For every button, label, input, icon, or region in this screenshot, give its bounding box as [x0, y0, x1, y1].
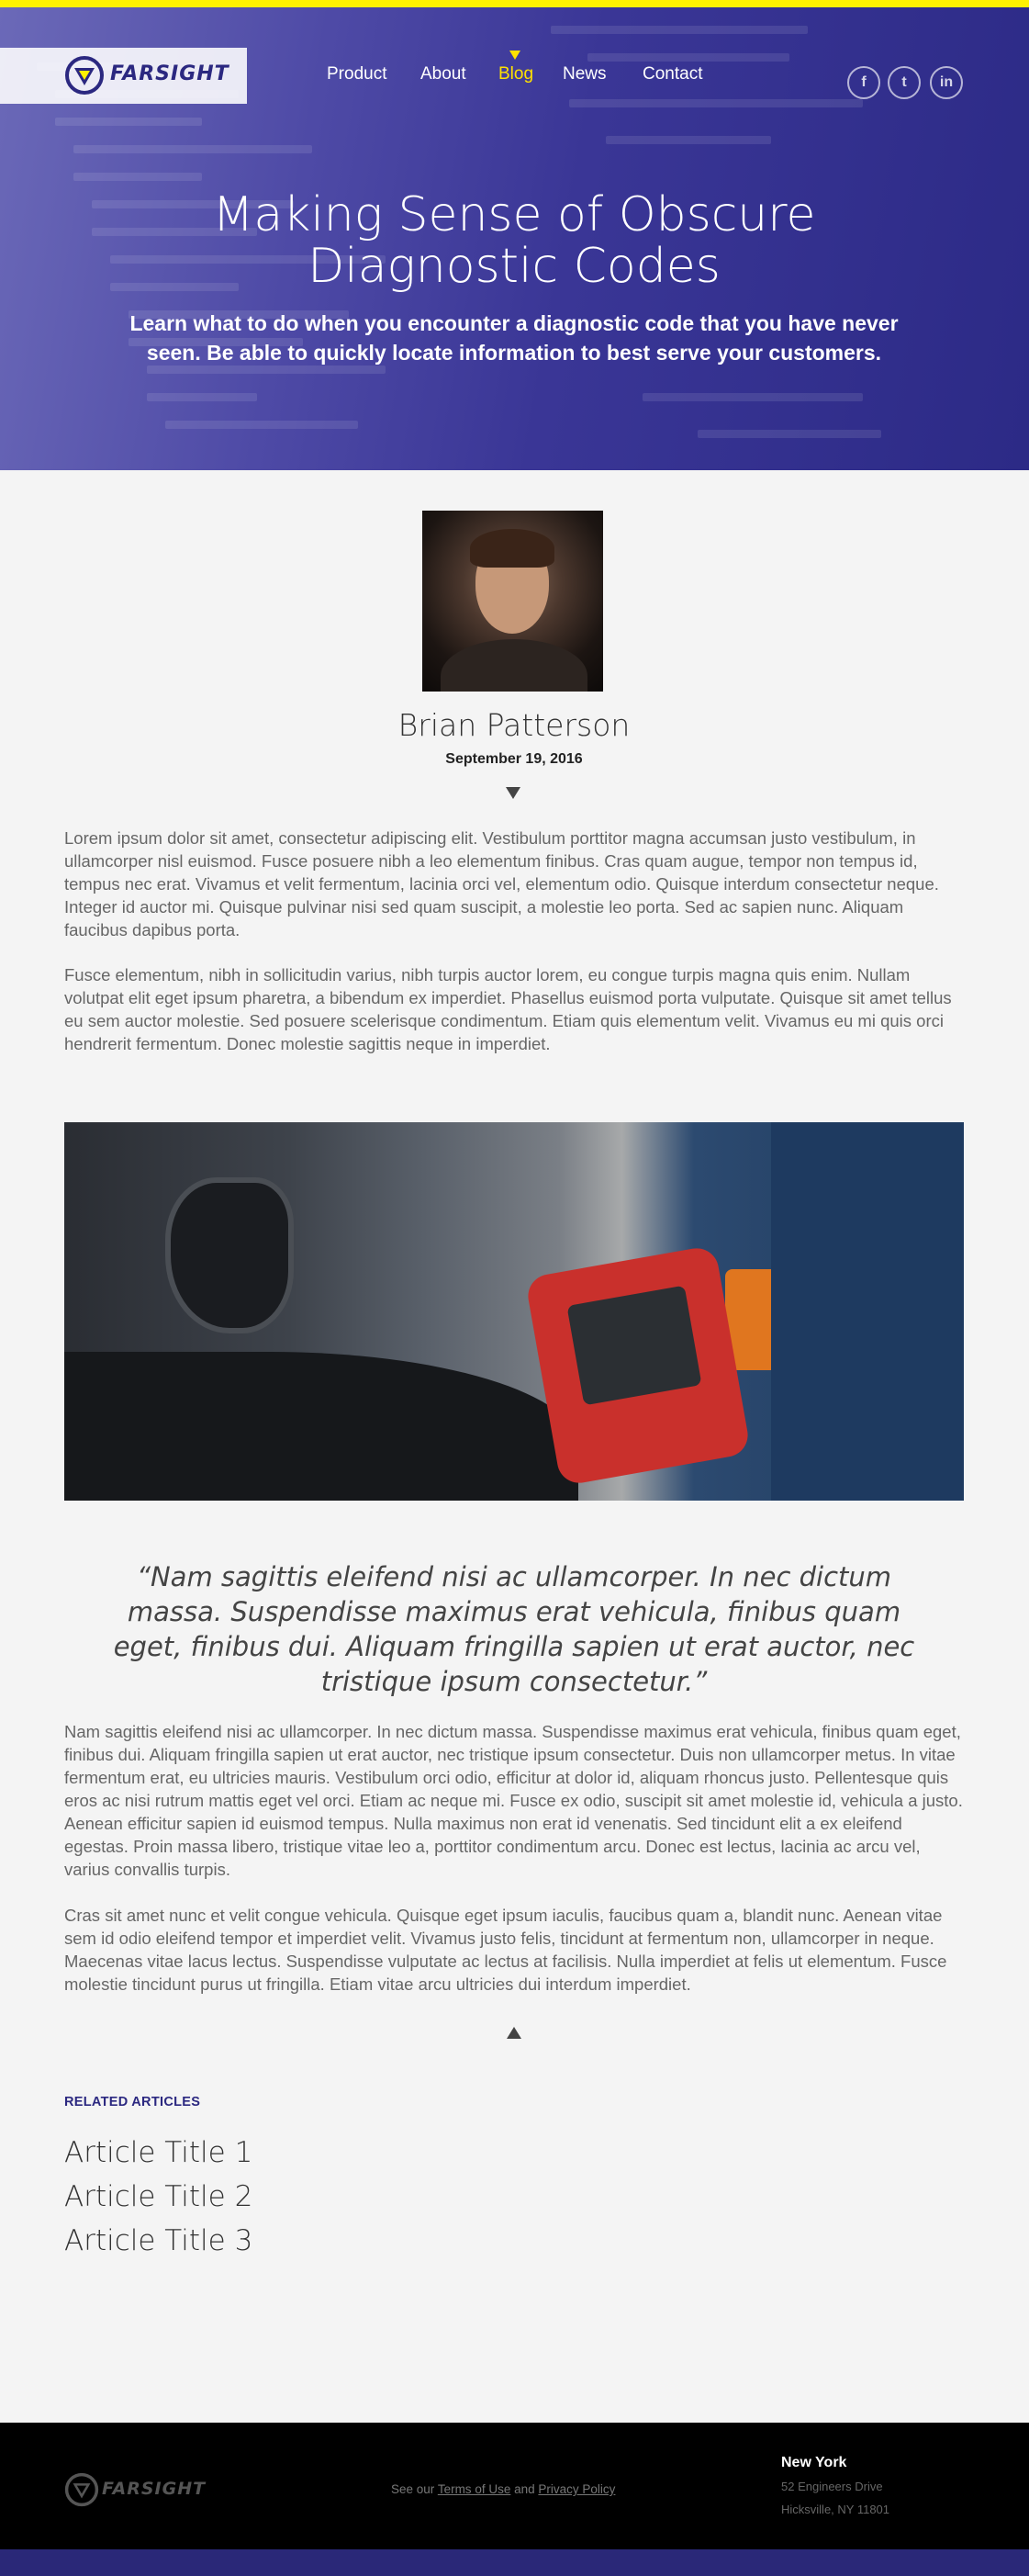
article-paragraph-1: Lorem ipsum dolor sit amet, consectetur adipiscing elit. Vestibulum porttitor magna accumsan justo vestibulum, in ullamcorper nisl euismod. Fusce posuere nibh a leo elementum finibus. Cras quam augue, tempor non tempus id, tempus nec erat. Vivamus et velit fermentum, lacinia orci vel, elementum odio. Quisque interdum consectetur neque. Integer id auctor mi. Quisque pulvinar nisi sed quam suscipit, a molestie leo porta. Sed ac sapien nunc. Aliquam faucibus dapibus porta.	[64, 828, 939, 939]
related-article-2[interactable]: Article Title 2	[64, 2180, 253, 2213]
terms-of-use-link[interactable]: Terms of Use	[437, 2482, 511, 2496]
scroll-down-arrow-icon[interactable]	[506, 787, 520, 799]
scroll-up-arrow-icon[interactable]	[507, 2027, 521, 2039]
linkedin-icon[interactable]: in	[930, 66, 963, 99]
bottom-bar	[0, 2549, 1029, 2576]
twitter-icon[interactable]: t	[888, 66, 921, 99]
related-article-3[interactable]: Article Title 3	[64, 2224, 253, 2257]
footer	[0, 2423, 1029, 2549]
post-date: September 19, 2016	[445, 751, 583, 767]
privacy-policy-link[interactable]: Privacy Policy	[538, 2482, 616, 2496]
top-accent-bar	[0, 0, 1029, 7]
author-avatar	[422, 511, 603, 692]
footer-and: and	[514, 2482, 535, 2496]
nav-product[interactable]: Product	[327, 64, 387, 84]
article-image-diagnostic-tool	[64, 1122, 964, 1501]
active-nav-caret-icon	[509, 51, 520, 60]
page-title-line2: Diagnostic Codes	[308, 239, 721, 294]
facebook-icon[interactable]: f	[847, 66, 880, 99]
nav-contact[interactable]: Contact	[643, 64, 703, 84]
author-name: Brian Patterson	[397, 707, 631, 743]
footer-city: New York	[781, 2455, 847, 2470]
hero-banner	[0, 7, 1029, 470]
article-paragraph-4: Cras sit amet nunc et velit congue vehicula. Quisque eget ipsum iaculis, faucibus quam a, blandit nunc. Aenean vitae sem id odio eleifend tempor et imperdiet velit. Vivamus justo felis, tincidunt at fermentum non, ullamcorper in neque. Maecenas vitae lacus lectus. Suspendisse vulputate ac lectus at facilisis. Nulla imperdiet at felis ut elementum. Fusce molestie tincidunt purus ut fringilla. Etiam vitae arcu ultricies dui interdum imperdiet.	[64, 1906, 947, 1994]
logo[interactable]	[0, 48, 247, 104]
farsight-shield-icon	[64, 55, 105, 96]
footer-legal-links	[391, 2482, 615, 2496]
footer-see-our: See our	[391, 2482, 435, 2496]
article-paragraph-3: Nam sagittis eleifend nisi ac ullamcorper. In nec dictum massa. Suspendisse maximus erat vehicula, finibus quam eget, finibus dui. Aliquam fringilla sapien ut erat auctor, nec tristique ipsum consectetur. Duis non ullamcorper metus. In vitae fermentum erat, eu ultricies mauris. Vestibulum orci odio, efficitur at dolor id, aliquam rhoncus justo. Pellentesque quis eros ac nisi rutrum mattis eget vel orci. Etiam ac neque mi. Fusce ex odio, suscipit sit amet molestie id, vehicula a justo. Aenean efficitur sapien id euismod tempus. Nulla maximus non erat id venenatis. Sed tincidunt elit a ex eleifend egestas. Proin massa libero, tristique vitae leo a, porttitor condimentum arcu. Donec est lectus, lacinia ac arcu vel, varius convallis turpis.	[64, 1722, 963, 1879]
page-title	[147, 189, 881, 292]
page-subtitle: Learn what to do when you encounter a diagnostic code that you have never seen. Be able to quickly locate information to best serve your customers.	[129, 311, 899, 365]
footer-farsight-shield-icon	[64, 2472, 99, 2507]
pull-quote: “Nam sagittis eleifend nisi ac ullamcorper. In nec dictum massa. Suspendisse maximus erat vehicula, finibus quam eget, finibus dui. Aliquam fringilla sapien ut erat auctor, nec tristique ipsum consectetur.”	[113, 1561, 915, 1697]
nav-news[interactable]: News	[563, 64, 607, 84]
footer-brand-name[interactable]: FARSIGHT	[102, 2479, 207, 2499]
article-paragraph-2: Fusce elementum, nibh in sollicitudin varius, nibh turpis auctor lorem, eu congue turpis magna quis enim. Nullam volutpat elit eget ipsum pharetra, a bibendum ex imperdiet. Phasellus euismod porta vulputate. Quisque sit amet tellus eu sem auctor molestie. Sed posuere scelerisque condimentum. Etiam quis elementum velit. Vivamus eu mi quis orci hendrerit fermentum. Donec molestie sagittis neque in imperdiet.	[64, 965, 952, 1053]
footer-address-line2: Hicksville, NY 11801	[781, 2503, 890, 2516]
brand-name: FARSIGHT	[110, 62, 229, 85]
nav-about[interactable]: About	[420, 64, 466, 84]
related-article-1[interactable]: Article Title 1	[64, 2136, 253, 2169]
nav-blog[interactable]: Blog	[498, 64, 534, 84]
related-articles-heading: RELATED ARTICLES	[64, 2095, 201, 2109]
page-title-line1: Making Sense of Obscure	[212, 187, 816, 242]
footer-address-line1: 52 Engineers Drive	[781, 2480, 883, 2493]
